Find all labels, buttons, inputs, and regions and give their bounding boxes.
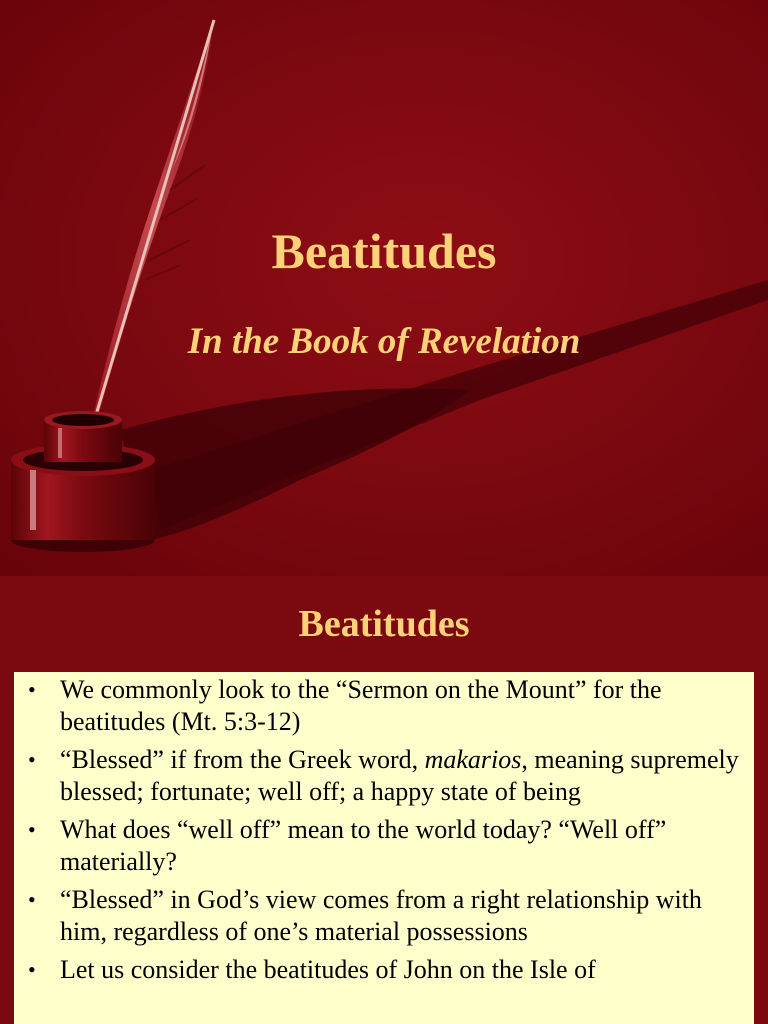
- inkwell-shadow: [120, 388, 470, 540]
- bullet-text-italic: makarios: [424, 745, 522, 774]
- bullet-item: [24, 744, 746, 808]
- bullet-item: [24, 674, 746, 738]
- bullet-icon: •: [28, 747, 36, 772]
- bullet-item: [24, 884, 746, 948]
- bullet-text: “Blessed” if from the Greek word,: [60, 745, 425, 774]
- bullet-icon: •: [28, 677, 36, 702]
- slide-heading: Beatitudes: [298, 603, 470, 645]
- bullet-text: What does “well off” mean to the world today? “Well off” materially?: [60, 815, 667, 876]
- slide-title-heading: Beatitudes: [271, 223, 497, 279]
- bullet-icon: •: [28, 957, 36, 982]
- content-box: [14, 672, 754, 1024]
- bullet-text: “Blessed” in God’s view comes from a right relationship with him, regardless of one’s material possessions: [60, 885, 702, 946]
- slide-subtitle: In the Book of Revelation: [187, 321, 581, 362]
- bullet-text: We commonly look to the “Sermon on the Mount” for the beatitudes (Mt. 5:3-12): [60, 675, 662, 736]
- bullet-item: [24, 954, 746, 986]
- slide-content: [0, 576, 768, 1024]
- bullet-text: Let us consider the beatitudes of John on the Isle of: [60, 955, 596, 984]
- bullet-text: , meaning supremely blessed; fortunate; well off; a happy state of being: [60, 745, 739, 806]
- bullet-icon: •: [28, 887, 36, 912]
- bullet-list: [24, 674, 746, 986]
- bullet-icon: •: [28, 817, 36, 842]
- bullet-item: [24, 814, 746, 878]
